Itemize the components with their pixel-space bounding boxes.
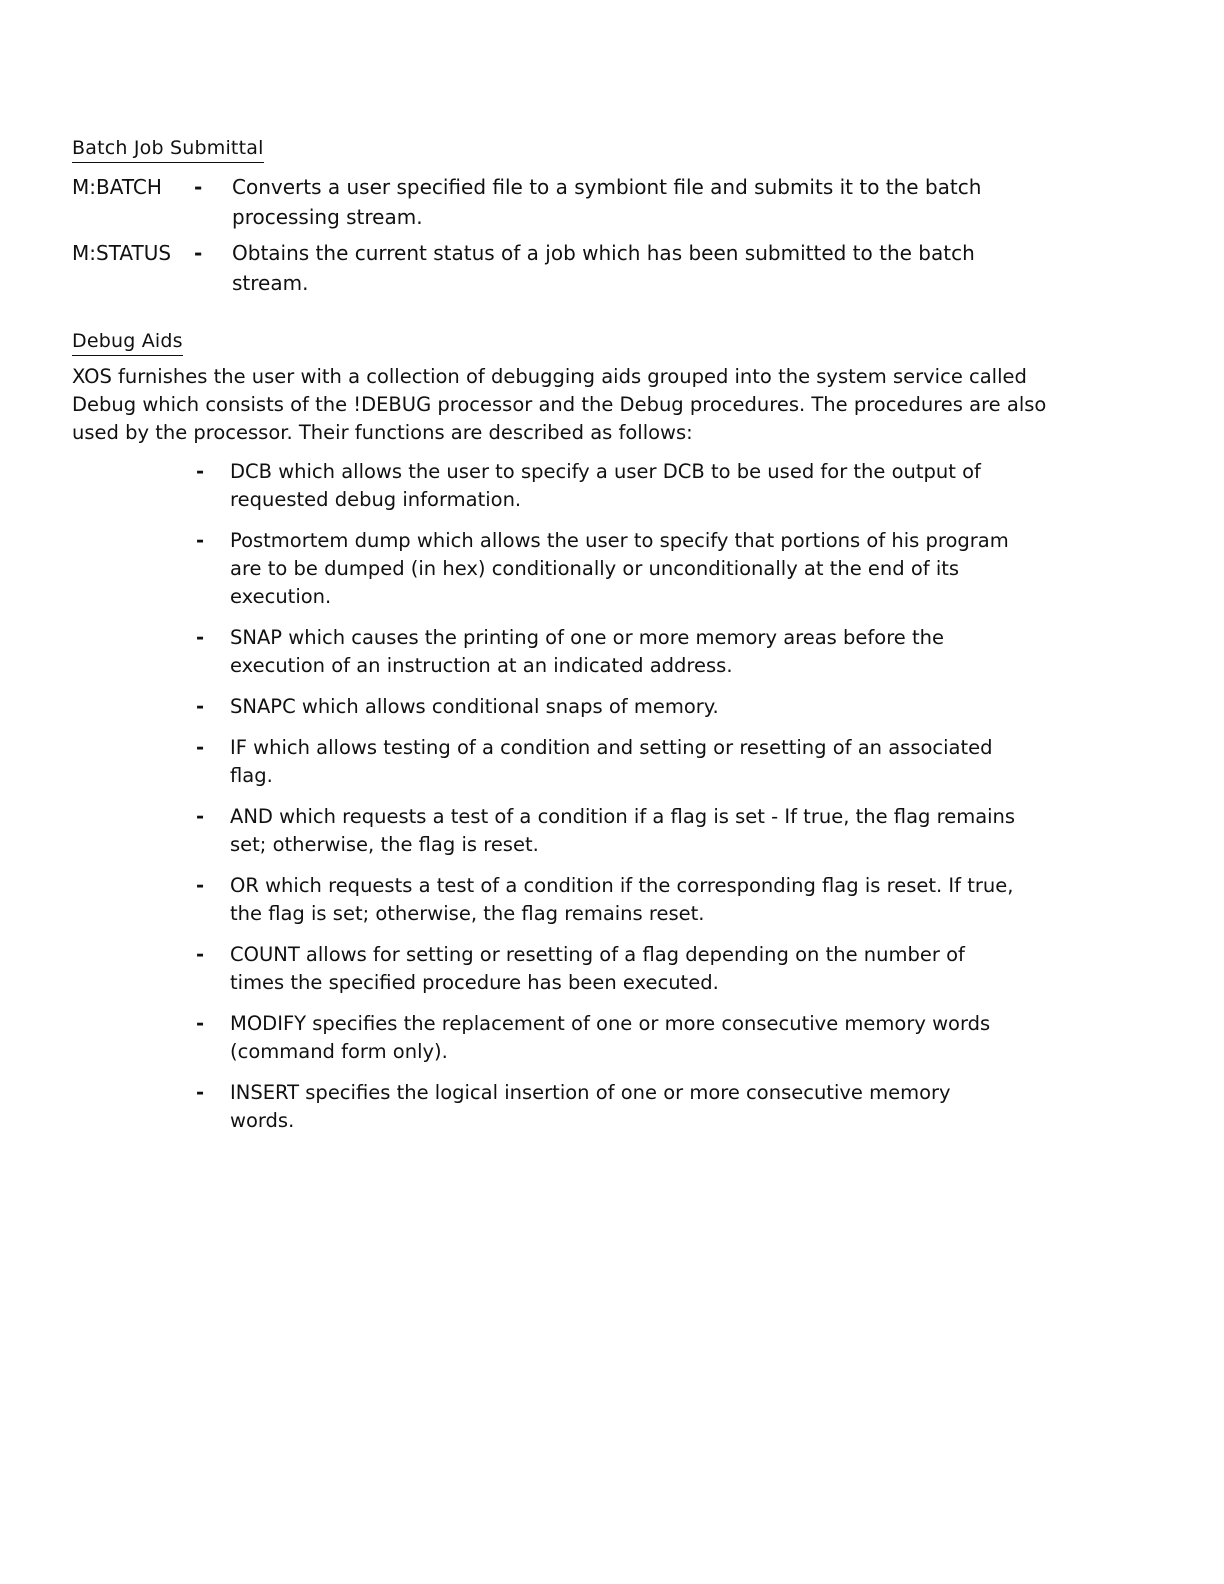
list-item-dcb <box>196 458 1016 514</box>
section-heading-batch: Batch Job Submittal <box>72 136 264 163</box>
list-item-text: DCB which allows the user to specify a user DCB to be used for the output of requested debug information. <box>230 460 981 511</box>
list-item-text: OR which requests a test of a condition if the corresponding flag is reset. If true, the flag is set; otherwise, the flag remains reset. <box>230 874 1014 925</box>
list-item-and <box>196 803 1016 859</box>
list-bullet: - <box>196 874 205 897</box>
list-item-snapc <box>196 693 1016 721</box>
list-bullet: - <box>196 529 205 552</box>
entry-dash: - <box>194 175 203 199</box>
list-item-postmortem-dump <box>196 527 1016 611</box>
list-bullet: - <box>196 1081 205 1104</box>
entry-dash: - <box>194 241 203 265</box>
list-bullet: - <box>196 805 205 828</box>
section-heading-debug: Debug Aids <box>72 329 183 356</box>
list-item-text: MODIFY specifies the replacement of one or more consecutive memory words (command form only). <box>230 1012 991 1063</box>
entry-term: M:STATUS <box>72 241 172 265</box>
intro-paragraph: XOS furnishes the user with a collection of debugging aids grouped into the system service called Debug which consists of the !DEBUG processor and the Debug procedures. The procedures are also used by the processor. Their functions are described as follows: <box>72 365 1047 444</box>
list-bullet: - <box>196 943 205 966</box>
list-bullet: - <box>196 736 205 759</box>
entry-description: Obtains the current status of a job which has been submitted to the batch stream. <box>232 241 975 295</box>
list-item-or <box>196 872 1016 928</box>
entry-description: Converts a user specified file to a symbiont file and submits it to the batch processing stream. <box>232 175 982 229</box>
list-item-modify <box>196 1010 1016 1066</box>
list-bullet: - <box>196 626 205 649</box>
entry-term: M:BATCH <box>72 175 162 199</box>
list-item-snap <box>196 624 1016 680</box>
list-item-text: SNAP which causes the printing of one or more memory areas before the execution of an instruction at an indicated address. <box>230 626 944 677</box>
list-item-text: AND which requests a test of a condition if a flag is set - If true, the flag remains set; otherwise, the flag is reset. <box>230 805 1016 856</box>
list-bullet: - <box>196 1012 205 1035</box>
debug-aids-list <box>196 458 1016 1148</box>
list-bullet: - <box>196 695 205 718</box>
list-item-insert <box>196 1079 1016 1135</box>
list-item-text: SNAPC which allows conditional snaps of memory. <box>230 695 719 718</box>
list-item-text: COUNT allows for setting or resetting of a flag depending on the number of times the specified procedure has been executed. <box>230 943 965 994</box>
list-item-text: IF which allows testing of a condition and setting or resetting of an associated flag. <box>230 736 993 787</box>
list-item-text: Postmortem dump which allows the user to specify that portions of his program are to be dumped (in hex) conditionally or unconditionally at the end of its execution. <box>230 529 1009 608</box>
list-item-text: INSERT specifies the logical insertion of one or more consecutive memory words. <box>230 1081 951 1132</box>
list-bullet: - <box>196 460 205 483</box>
list-item-count <box>196 941 1016 997</box>
list-item-if <box>196 734 1016 790</box>
